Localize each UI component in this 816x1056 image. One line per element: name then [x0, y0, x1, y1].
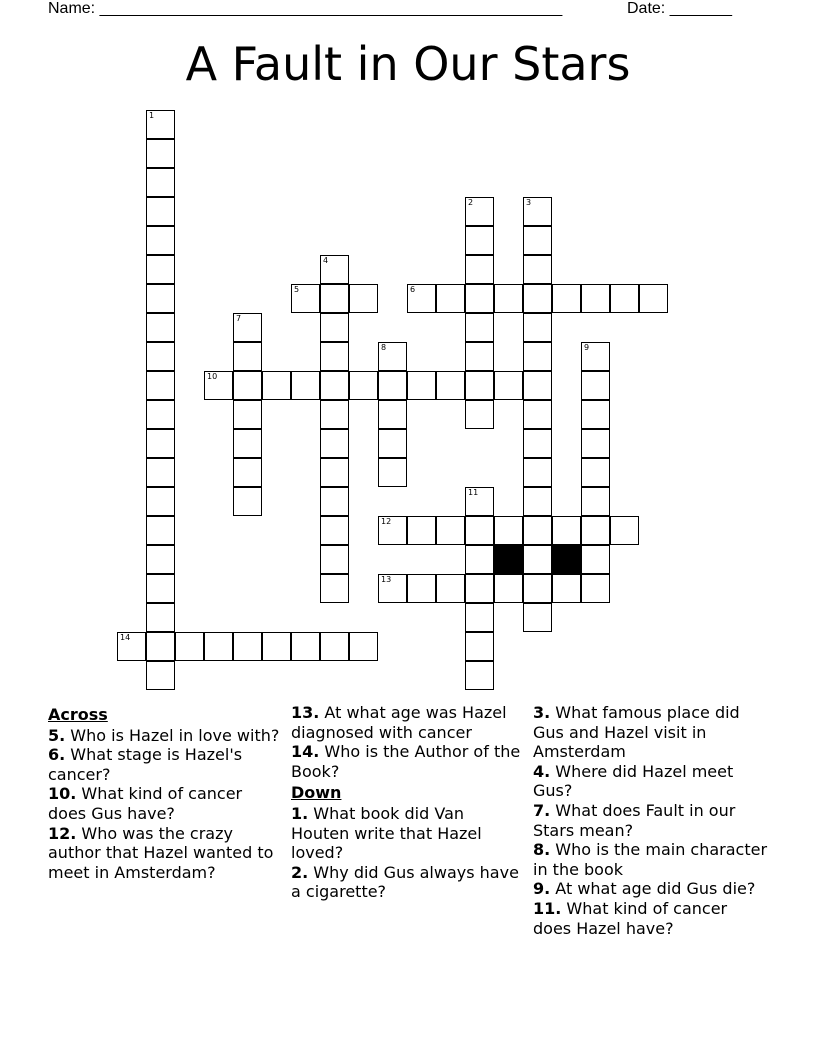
- grid-cell[interactable]: [523, 545, 552, 574]
- clue-text: Where did Hazel meet Gus?: [533, 761, 734, 801]
- grid-cell[interactable]: [552, 284, 581, 313]
- grid-cell[interactable]: [320, 400, 349, 429]
- clue-down-4: [533, 762, 769, 801]
- grid-cell[interactable]: [494, 371, 523, 400]
- grid-cell[interactable]: [378, 458, 407, 487]
- clue-down-7: [533, 801, 769, 840]
- across-heading: Across: [48, 705, 108, 724]
- grid-cell[interactable]: [320, 545, 349, 574]
- grid-cell[interactable]: [320, 458, 349, 487]
- grid-cell[interactable]: [465, 371, 494, 400]
- down-heading: Down: [291, 783, 342, 803]
- grid-cell[interactable]: [291, 632, 320, 661]
- cell-number: 7: [236, 314, 242, 323]
- grid-cell[interactable]: [523, 516, 552, 545]
- grid-cell[interactable]: [349, 371, 378, 400]
- clue-down-1: [291, 804, 527, 863]
- grid-cell[interactable]: [436, 516, 465, 545]
- grid-cell[interactable]: [581, 371, 610, 400]
- grid-cell[interactable]: [465, 661, 494, 690]
- clue-number: 10.: [48, 784, 77, 804]
- grid-cell[interactable]: [146, 139, 175, 168]
- grid-cell[interactable]: [146, 168, 175, 197]
- cell-number: 2: [468, 198, 474, 207]
- grid-cell[interactable]: [233, 429, 262, 458]
- cell-number: 13: [381, 575, 392, 584]
- clue-text: Why did Gus always have a cigarette?: [291, 862, 519, 902]
- clue-text: Who is Hazel in love with?: [65, 725, 280, 745]
- cell-number: 8: [381, 343, 387, 352]
- grid-cell[interactable]: [523, 255, 552, 284]
- cell-number: 5: [294, 285, 300, 294]
- grid-cell[interactable]: [523, 313, 552, 342]
- grid-cell[interactable]: [581, 545, 610, 574]
- clue-across-10: [48, 784, 284, 823]
- clue-across-12: [48, 824, 284, 883]
- grid-cell[interactable]: [378, 342, 407, 371]
- grid-cell[interactable]: [146, 603, 175, 632]
- grid-cell[interactable]: [146, 545, 175, 574]
- clue-text: Who is the main character in the book: [533, 840, 768, 879]
- clue-down-11: [533, 899, 769, 938]
- grid-cell[interactable]: [146, 226, 175, 255]
- grid-cell[interactable]: [407, 574, 436, 603]
- grid-cell[interactable]: [523, 400, 552, 429]
- grid-cell[interactable]: [581, 516, 610, 545]
- grid-cell[interactable]: [233, 371, 262, 400]
- grid-cell[interactable]: [465, 197, 494, 226]
- grid-cell[interactable]: [581, 284, 610, 313]
- clue-down-9: [533, 879, 769, 899]
- grid-cell[interactable]: [494, 516, 523, 545]
- grid-cell[interactable]: [523, 429, 552, 458]
- grid-cell[interactable]: [581, 429, 610, 458]
- grid-cell[interactable]: [407, 284, 436, 313]
- grid-cell[interactable]: [523, 197, 552, 226]
- grid-cell[interactable]: [639, 284, 668, 313]
- cell-number: 10: [207, 372, 218, 381]
- grid-cell[interactable]: [146, 342, 175, 371]
- grid-cell[interactable]: [146, 487, 175, 516]
- grid-cell[interactable]: [320, 574, 349, 603]
- grid-cell[interactable]: [146, 574, 175, 603]
- grid-cell[interactable]: [494, 284, 523, 313]
- grid-cell[interactable]: [349, 632, 378, 661]
- clue-number: 6.: [48, 745, 66, 765]
- clue-number: 7.: [533, 800, 551, 820]
- grid-cell[interactable]: [378, 400, 407, 429]
- clue-text: What kind of cancer does Hazel have?: [533, 898, 728, 938]
- grid-cell[interactable]: [320, 255, 349, 284]
- grid-cell[interactable]: [204, 371, 233, 400]
- grid-cell[interactable]: [552, 574, 581, 603]
- grid-cell[interactable]: [436, 371, 465, 400]
- date-field[interactable]: Date: _______: [627, 0, 732, 17]
- grid-cell[interactable]: [436, 574, 465, 603]
- grid-cell[interactable]: [378, 429, 407, 458]
- grid-cell[interactable]: [581, 574, 610, 603]
- grid-cell[interactable]: [407, 516, 436, 545]
- clue-number: 9.: [533, 879, 551, 899]
- grid-cell[interactable]: [320, 516, 349, 545]
- grid-cell[interactable]: [291, 371, 320, 400]
- clue-number: 4.: [533, 761, 551, 781]
- grid-cell[interactable]: [436, 284, 465, 313]
- grid-cell[interactable]: [610, 516, 639, 545]
- grid-block: [494, 545, 523, 574]
- grid-cell[interactable]: [465, 545, 494, 574]
- grid-cell[interactable]: [465, 313, 494, 342]
- grid-cell[interactable]: [378, 516, 407, 545]
- grid-cell[interactable]: [465, 574, 494, 603]
- grid-cell[interactable]: [146, 197, 175, 226]
- grid-cell[interactable]: [465, 284, 494, 313]
- grid-cell[interactable]: [233, 400, 262, 429]
- name-field[interactable]: Name: ____________________________________________________: [48, 0, 563, 17]
- grid-cell[interactable]: [465, 603, 494, 632]
- clue-text: What kind of cancer does Gus have?: [48, 784, 243, 823]
- grid-cell[interactable]: [146, 458, 175, 487]
- grid-cell[interactable]: [378, 371, 407, 400]
- grid-cell[interactable]: [523, 487, 552, 516]
- grid-cell[interactable]: [117, 632, 146, 661]
- grid-cell[interactable]: [146, 661, 175, 690]
- grid-cell[interactable]: [465, 632, 494, 661]
- grid-cell[interactable]: [465, 226, 494, 255]
- cell-number: 3: [526, 198, 532, 207]
- grid-cell[interactable]: [262, 632, 291, 661]
- grid-cell[interactable]: [175, 632, 204, 661]
- clue-text: Who was the crazy author that Hazel wanted to meet in Amsterdam?: [48, 823, 274, 882]
- clue-number: 1.: [291, 803, 309, 823]
- grid-cell[interactable]: [233, 487, 262, 516]
- grid-cell[interactable]: [465, 342, 494, 371]
- grid-cell[interactable]: [465, 487, 494, 516]
- grid-cell[interactable]: [233, 342, 262, 371]
- grid-cell[interactable]: [146, 516, 175, 545]
- clue-number: 12.: [48, 823, 77, 843]
- grid-cell[interactable]: [146, 313, 175, 342]
- grid-cell[interactable]: [320, 487, 349, 516]
- cell-number: 11: [468, 488, 479, 497]
- grid-cell[interactable]: [233, 458, 262, 487]
- grid-cell[interactable]: [320, 313, 349, 342]
- grid-cell[interactable]: [146, 632, 175, 661]
- cell-number: 1: [149, 111, 155, 120]
- clue-text: What stage is Hazel's cancer?: [48, 745, 243, 784]
- grid-cell[interactable]: [204, 632, 233, 661]
- grid-cell[interactable]: [146, 255, 175, 284]
- clue-number: 2.: [291, 862, 309, 882]
- grid-cell[interactable]: [291, 284, 320, 313]
- grid-cell[interactable]: [320, 371, 349, 400]
- cell-number: 9: [584, 343, 590, 352]
- clue-number: 14.: [291, 742, 320, 762]
- cell-number: 6: [410, 285, 416, 294]
- clue-across-5: [48, 726, 284, 746]
- grid-cell[interactable]: [523, 226, 552, 255]
- grid-cell[interactable]: [146, 400, 175, 429]
- grid-cell[interactable]: [581, 458, 610, 487]
- grid-cell[interactable]: [465, 400, 494, 429]
- grid-cell[interactable]: [146, 284, 175, 313]
- clue-down-8: [533, 840, 769, 879]
- grid-cell[interactable]: [233, 313, 262, 342]
- clue-across-14: [291, 742, 527, 781]
- grid-cell[interactable]: [349, 284, 378, 313]
- clue-text: At what age did Gus die?: [550, 879, 756, 899]
- grid-cell[interactable]: [146, 429, 175, 458]
- grid-cell[interactable]: [523, 458, 552, 487]
- grid-cell[interactable]: [320, 429, 349, 458]
- clue-column-1: [48, 703, 284, 882]
- clue-text: What famous place did Gus and Hazel visit in Amsterdam: [533, 703, 740, 762]
- clue-number: 8.: [533, 840, 551, 860]
- grid-cell[interactable]: [262, 371, 291, 400]
- grid-cell[interactable]: [523, 603, 552, 632]
- page-title: A Fault in Our Stars: [185, 37, 631, 91]
- grid-cell[interactable]: [523, 371, 552, 400]
- clue-text: What book did Van Houten write that Hazel loved?: [291, 803, 482, 863]
- grid-cell[interactable]: [465, 255, 494, 284]
- clue-text: What does Fault in our Stars mean?: [533, 800, 736, 840]
- clue-column-2: [291, 703, 527, 902]
- grid-cell[interactable]: [523, 574, 552, 603]
- cell-number: 14: [120, 633, 131, 642]
- cell-number: 12: [381, 517, 392, 526]
- grid-cell[interactable]: [494, 574, 523, 603]
- grid-cell[interactable]: [523, 284, 552, 313]
- clue-down-3: [533, 703, 769, 762]
- grid-block: [552, 545, 581, 574]
- grid-cell[interactable]: [320, 284, 349, 313]
- clue-across-13: [291, 703, 527, 742]
- clue-text: At what age was Hazel diagnosed with cancer: [291, 703, 507, 742]
- clue-across-6: [48, 745, 284, 784]
- cell-number: 4: [323, 256, 329, 265]
- grid-cell[interactable]: [465, 516, 494, 545]
- clue-text: Who is the Author of the Book?: [291, 742, 521, 781]
- grid-cell[interactable]: [378, 574, 407, 603]
- grid-cell[interactable]: [146, 110, 175, 139]
- grid-cell[interactable]: [320, 342, 349, 371]
- grid-cell[interactable]: [581, 487, 610, 516]
- grid-cell[interactable]: [552, 516, 581, 545]
- clue-number: 11.: [533, 898, 562, 918]
- clue-down-2: [291, 863, 527, 902]
- grid-cell[interactable]: [581, 400, 610, 429]
- clue-number: 13.: [291, 703, 320, 722]
- clue-number: 5.: [48, 725, 66, 745]
- grid-cell[interactable]: [581, 342, 610, 371]
- clue-column-3: [533, 703, 769, 938]
- grid-cell[interactable]: [320, 632, 349, 661]
- clue-number: 3.: [533, 703, 551, 722]
- grid-cell[interactable]: [146, 371, 175, 400]
- grid-cell[interactable]: [407, 371, 436, 400]
- grid-cell[interactable]: [523, 342, 552, 371]
- grid-cell[interactable]: [610, 284, 639, 313]
- grid-cell[interactable]: [233, 632, 262, 661]
